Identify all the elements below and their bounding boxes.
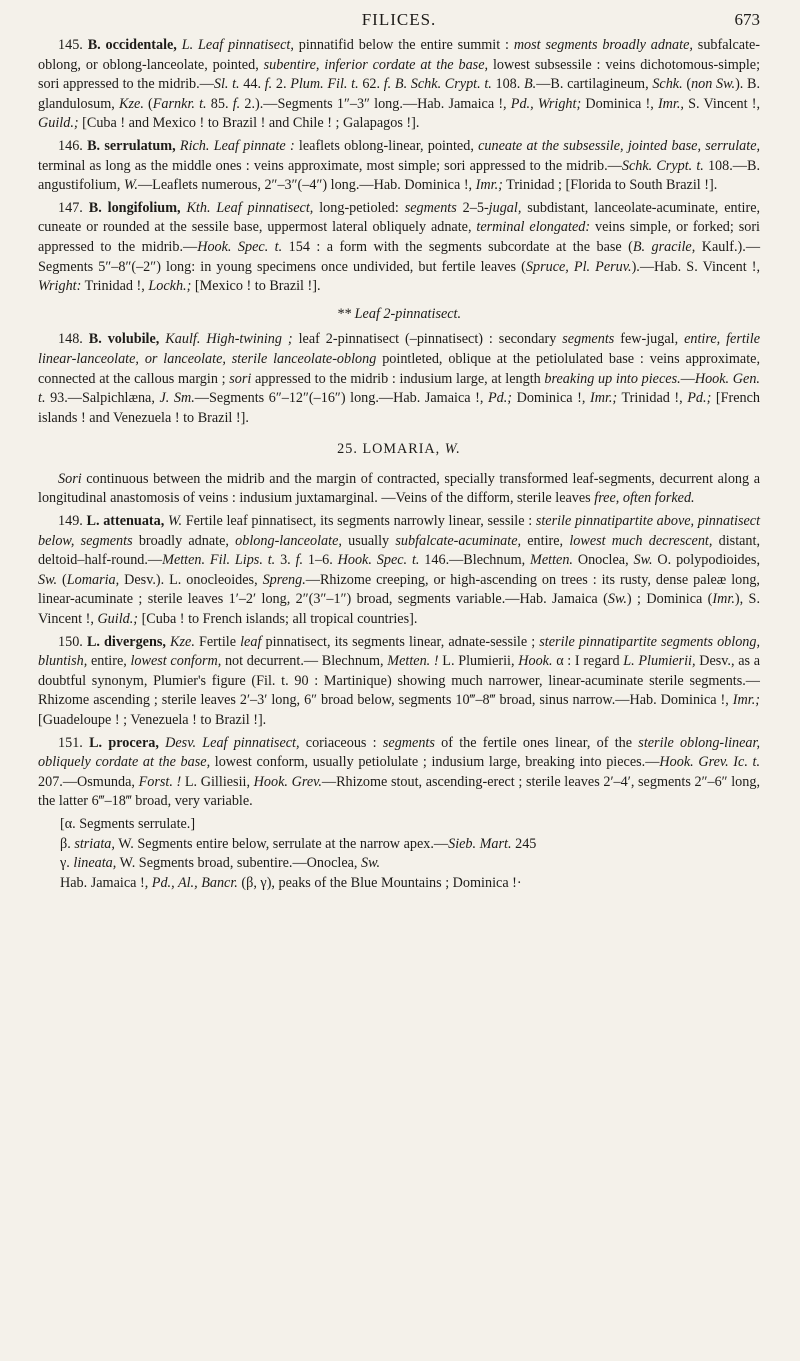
genus-description: Sori continuous between the midrib and the margin of contracted, specially transformed leaf-segments, decurrent along a longitudinal anastomosis of veins : indusium juxtamarginal. —Veins of the difform, sterile leaves free, often forked. [38, 470, 760, 507]
page-number: 673 [734, 10, 760, 29]
entry-number: 145. [58, 37, 83, 53]
species-authority: Rich. [179, 137, 210, 154]
entry-number: 147. [58, 199, 83, 216]
species-entry-149 [38, 512, 760, 630]
species-authority: Desv. [165, 734, 196, 751]
page-text [38, 36, 760, 893]
species-name: B. occidentale, [87, 37, 177, 53]
species-authority: Kaulf. [165, 331, 201, 348]
species-entry-147 [38, 199, 760, 297]
entry-body: Fertile leaf pinnatisect, its segments linear, adnate-sessile ; sterile pinnatipartite segments oblong, bluntish, entire, lowest conform, not decurrent.— Blechnum, Metten. ! L. Plumierii, Hook. α : I regard L. Plumierii, Desv., as a doubtful synonym, Plumier's figure (Fil. t. 90 : Martinique) showing much narrower, linear-acuminate sterile segments.—Rhizome ascending ; sterile leaves 2′–3′ long, 6″ broad below, segments 10‴–8‴ broad, sinus narrow.—Hab. Dominica !, Imr.; [Guadeloupe ! ; Venezuela ! to Brazil !]. [38, 633, 761, 728]
species-name: L. procera, [89, 734, 159, 751]
entry-body: Leaf pinnatisect, coriaceous : segments of the fertile ones linear, of the sterile oblong-linear, obliquely cordate at the base, lowest conform, usually petiolulate ; indusium large, breaking into pieces.—Hook. Grev. Ic. t. 207.—Osmunda, Forst. ! L. Gilliesii, Hook. Grev.—Rhizome stout, ascending-erect ; sterile leaves 2′–4′, segments 2″–6″ long, the latter 6‴–18‴ broad, very variable. [38, 734, 761, 810]
species-authority: Kze. [170, 633, 195, 650]
variety-gamma: γ. lineata, W. Segments broad, subentire.—Onoclea, Sw. [60, 855, 381, 872]
species-name: B. serrulatum, [87, 137, 176, 154]
species-name: L. attenuata, [86, 513, 165, 530]
entry-number: 146. [58, 137, 83, 154]
entry-number: 151. [58, 734, 83, 751]
species-name: B. volubile, [88, 331, 160, 348]
species-name: L. divergens, [86, 633, 166, 650]
species-entry-151 [38, 734, 760, 812]
entry-body: Leaf pinnatisect, long-petioled: segments 2–5-jugal, subdistant, lanceolate-acuminate, entire, cuneate or rounded at the sessile base, uppermost lateral obliquely adnate, terminal elongated: veins simple, or forked; sori appressed to the midrib.—Hook. Spec. t. 154 : a form with the segments subcordate at the base (B. gracile, Kaulf.).—Segments 5″–8″(–2″) long: in young specimens once undivided, but fertile leaves (Spruce, Pl. Peruv.).—Hab. S. Vincent !, Wright: Trinidad !, Lockh.; [Mexico ! to Brazil !]. [38, 199, 761, 295]
species-entry-145 [38, 36, 760, 134]
genus-title: 25. LOMARIA, [337, 441, 441, 458]
subsection-heading: ** Leaf 2-pinnatisect. [336, 305, 462, 322]
genus-authority: W. [444, 441, 461, 458]
species-authority: Kth. [186, 199, 211, 216]
variety-beta: β. striata, W. Segments entire below, serrulate at the narrow apex.—Sieb. Mart. 245 [60, 835, 537, 852]
species-authority: W. [167, 513, 183, 530]
species-name: B. longifolium, [88, 199, 181, 216]
habitat-line: Hab. Jamaica !, Pd., Al., Bancr. (β, γ), peaks of the Blue Mountains ; Dominica !· [60, 874, 522, 891]
genus-heading [38, 440, 760, 460]
species-entry-146 [38, 137, 760, 196]
entry-body: High-twining ; leaf 2-pinnatisect (–pinnatisect) : secondary segments few-jugal, entire, fertile linear-lanceolate, or lanceolate, sterile lanceolate-oblong pointleted, oblique at the petiolulated base : veins approximate, connected at the callous margin ; sori appressed to the midrib : indusium large, at length breaking up into pieces.—Hook. Gen. t. 93.—Salpichlæna, J. Sm.—Segments 6″–12″(–16″) long.—Hab. Jamaica !, Pd.; Dominica !, Imr.; Trinidad !, Pd.; [French islands ! and Venezuela ! to Brazil !]. [38, 331, 761, 426]
entry-number: 150. [58, 633, 83, 650]
species-authority: L. [181, 37, 194, 53]
species-entry-150 [38, 633, 760, 731]
entry-body: Leaf pinnate : leaflets oblong-linear, pointed, cuneate at the subsessile, jointed base, serrulate, terminal as long as the middle ones : veins approximate, most simple; sori appressed to the midrib.—Schk. Crypt. t. 108.—B. angustifolium, W.—Leaflets numerous, 2″–3″(–4″) long.—Hab. Dominica !, Imr.; Trinidad ; [Florida to South Brazil !]. [38, 137, 761, 194]
entry-body: Fertile leaf pinnatisect, its segments narrowly linear, sessile : sterile pinnatipartite above, pinnatisect below, segments broadly adnate, oblong-lanceolate, usually subfalcate-acuminate, entire, lowest much decrescent, distant, deltoid–half-round.—Metten. Fil. Lips. t. 3. f. 1–6. Hook. Spec. t. 146.—Blechnum, Metten. Onoclea, Sw. O. polypodioides, Sw. (Lomaria, Desv.). L. onocleoides, Spreng.—Rhizome creeping, or high-ascending on trees : its rusty, dense paleæ long, linear-acuminate ; sterile leaves 1′–2′ long, 2″(3″–1″) broad, segments variable.—Hab. Jamaica (Sw.) ; Dominica (Imr.), S. Vincent !, Guild.; [Cuba ! to French islands; all tropical countries]. [38, 513, 761, 628]
entry-body: Leaf pinnatisect, pinnatifid below the entire summit : most segments broadly adnate, subfalcate-oblong, or oblong-lanceolate, pointed, subentire, inferior cordate at the base, lowest subsessile : veins dichotomous-simple; sori appressed to the midrib.—Sl. t. 44. f. 2. Plum. Fil. t. 62. f. B. Schk. Crypt. t. 108. B.—B. cartilagineum, Schk. (non Sw.). B. glandulosum, Kze. (Farnkr. t. 85. f. 2.).—Segments 1″–3″ long.—Hab. Jamaica !, Pd., Wright; Dominica !, Imr., S. Vincent !, Guild.; [Cuba ! and Mexico ! to Brazil ! and Chile ! ; Galapagos !]. [38, 37, 761, 132]
entry-number: 148. [58, 331, 83, 348]
species-entry-148 [38, 330, 760, 428]
running-title: FILICES. [361, 10, 437, 29]
variety-alpha: [α. Segments serrulate.] [60, 815, 196, 832]
entry-number: 149. [58, 513, 83, 530]
running-head [38, 10, 760, 36]
